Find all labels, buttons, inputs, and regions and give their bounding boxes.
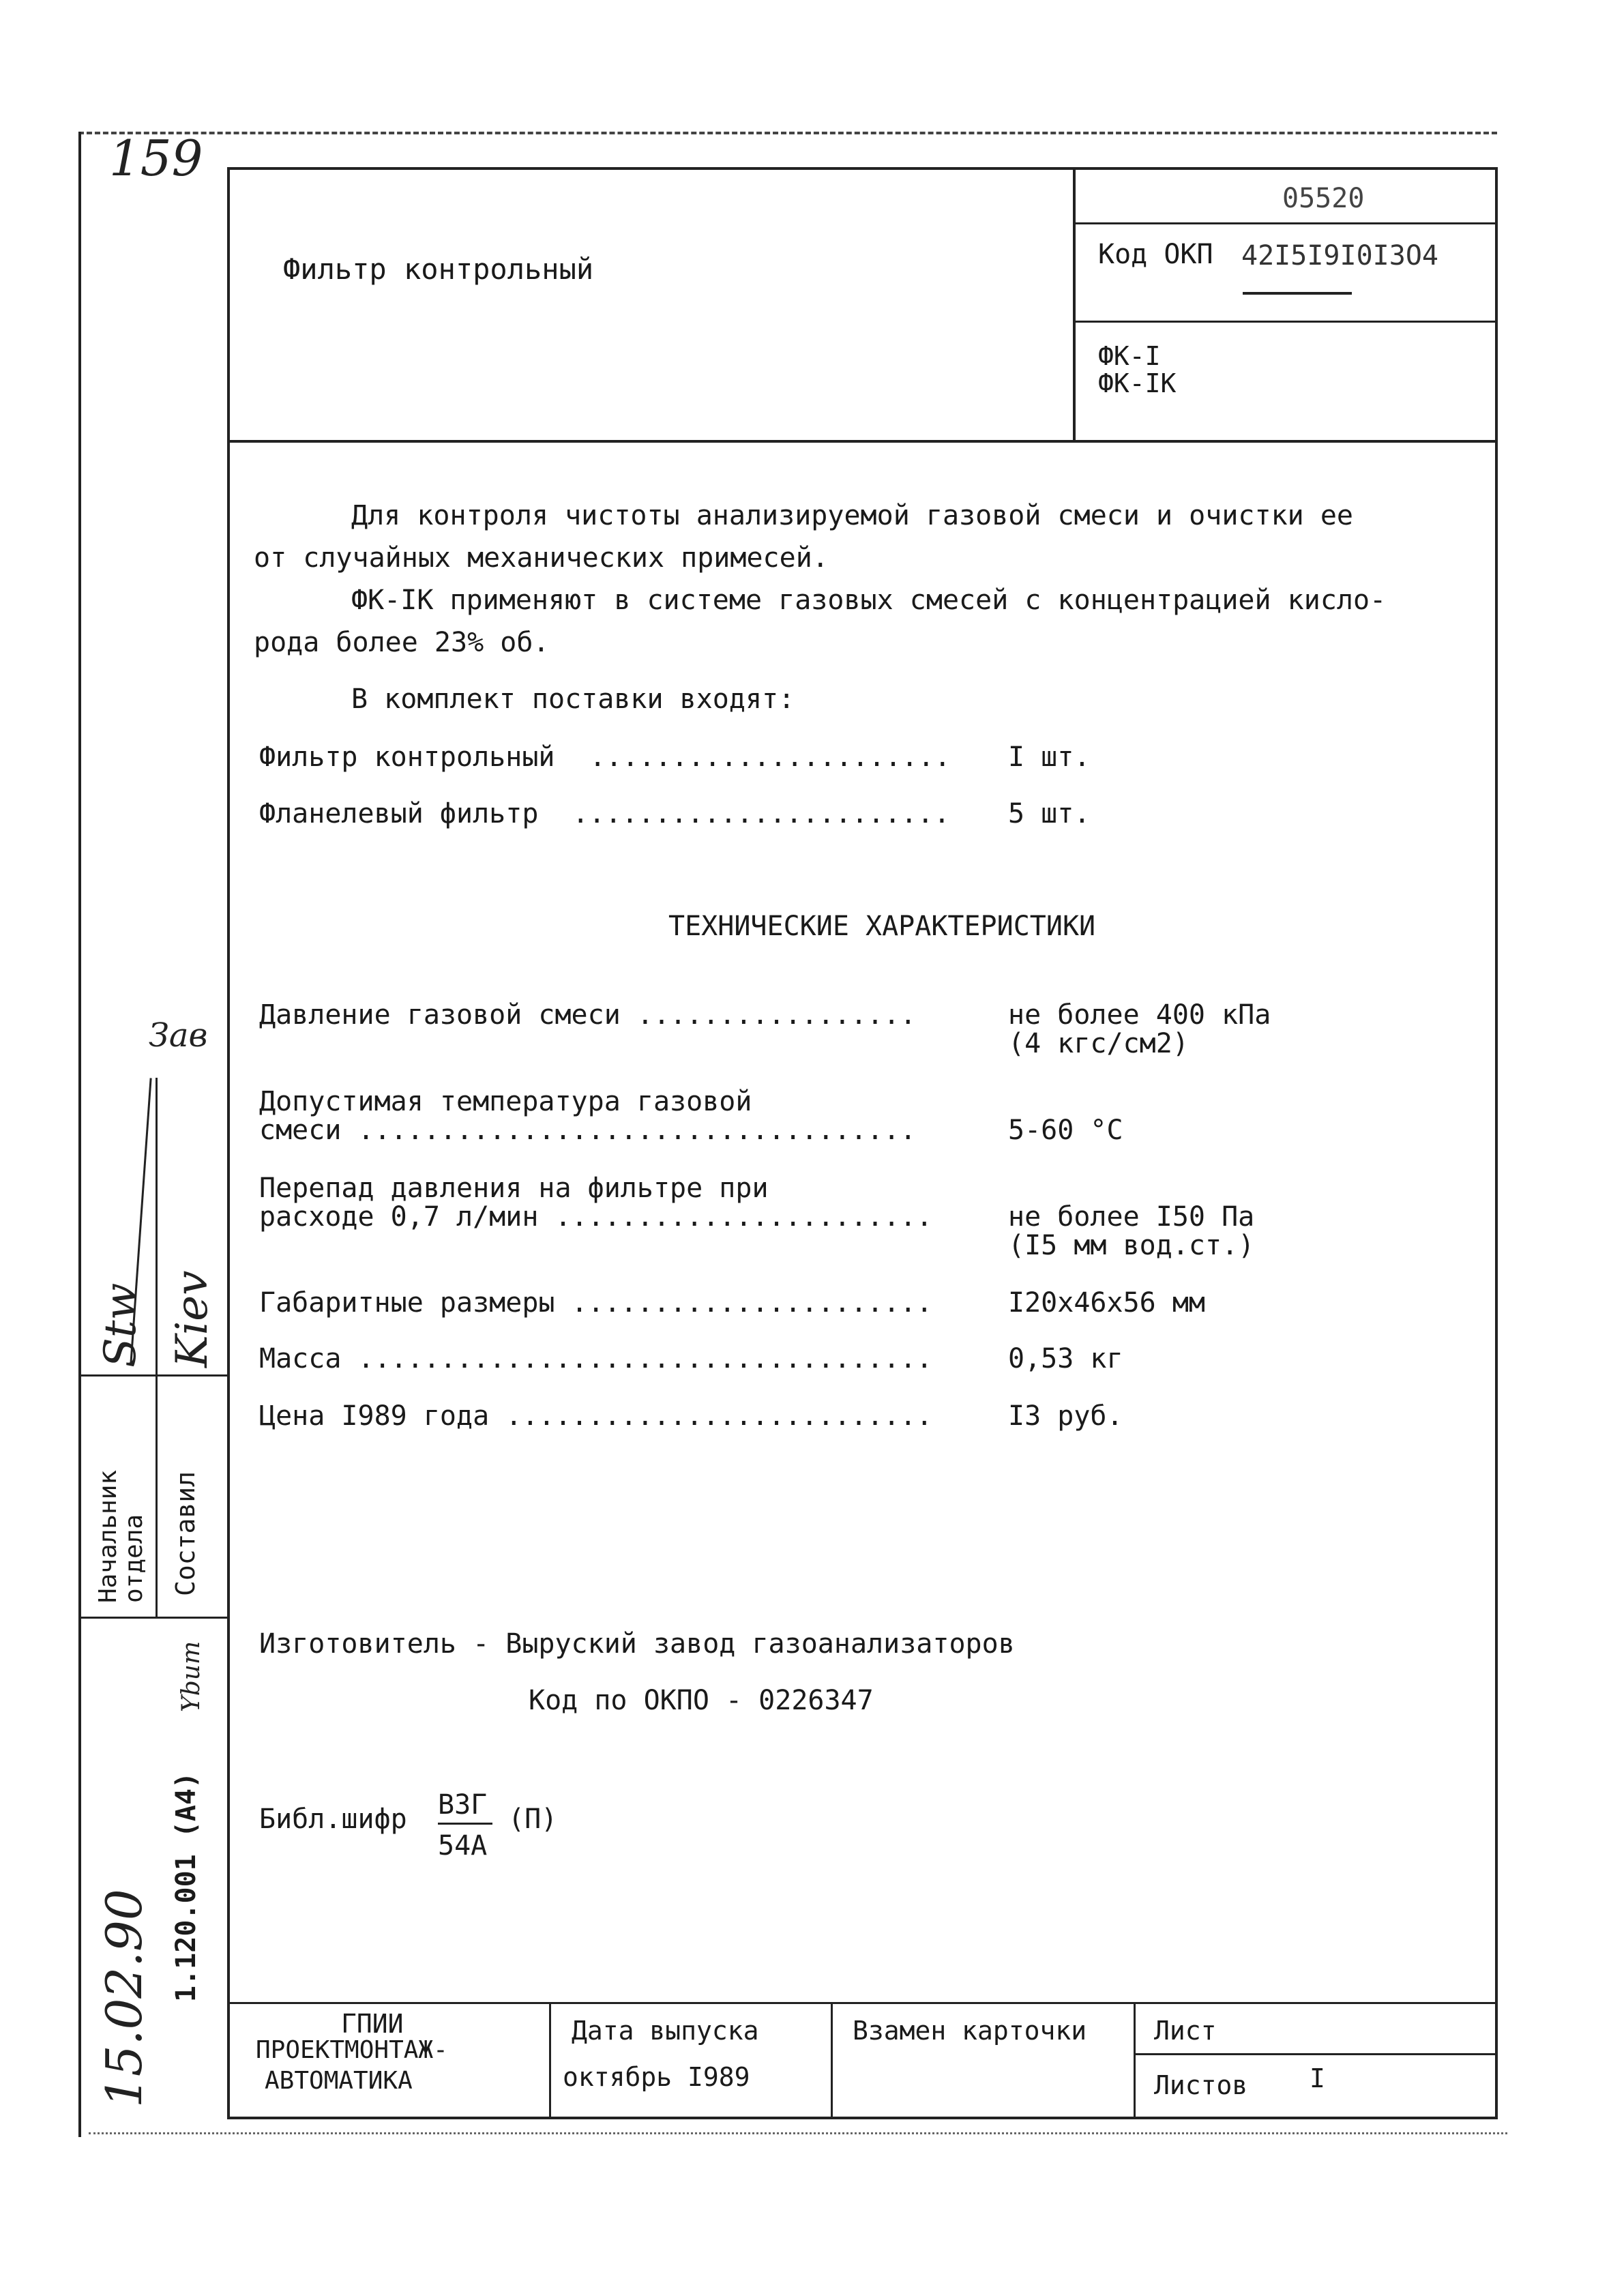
model-2: ФК-IК — [1098, 368, 1177, 398]
intro-para1-line1: Для контроля чистоты анализируемой газовой смеси и очистки ее — [351, 500, 1354, 531]
handwritten-page-number: 159 — [109, 130, 203, 187]
top-dashed-border — [78, 132, 1497, 134]
spec-price-label: Цена I989 года .......................... — [259, 1400, 933, 1432]
stamp-handwritten-signature-1: Stw — [95, 1282, 146, 1368]
stamp-small-signature: Ybum — [177, 1640, 205, 1712]
spec-dimensions-value: I20x46x56 мм — [1008, 1287, 1205, 1319]
stamp-handwritten-note: Зав — [149, 1016, 208, 1055]
library-fraction-bar — [438, 1823, 492, 1825]
kit-item-1-name: Фильтр контрольный — [259, 741, 555, 773]
spec-temp-label2: смеси .................................. — [259, 1115, 917, 1146]
doc-number: 05520 — [1282, 183, 1365, 214]
spec-mass-value: 0,53 кг — [1008, 1343, 1123, 1374]
library-denominator: 54А — [438, 1830, 488, 1861]
kit-item-2-name: Фланелевый фильтр — [259, 798, 539, 829]
footer-col3 — [1134, 2002, 1136, 2118]
spec-temp-label1: Допустимая температура газовой — [259, 1086, 752, 1117]
org-line3: АВТОМАТИКА — [265, 2067, 413, 2095]
frame-left — [227, 167, 230, 2119]
stamp-dept-head: Начальник отдела — [94, 1469, 148, 1603]
spec-mass-label: Масса ................................... — [259, 1343, 933, 1374]
kit-item-1-dots: ...................... — [573, 741, 951, 773]
sheet-label: Лист — [1154, 2016, 1217, 2046]
header-row1-line — [1073, 222, 1498, 224]
spec-pressure-value2: (4 кгс/см2) — [1008, 1028, 1189, 1059]
replace-label: Взамен карточки — [853, 2016, 1087, 2046]
stamp-row-line-1 — [81, 1374, 227, 1377]
frame-right — [1495, 167, 1498, 2119]
kit-item-2-dots: ....................... — [556, 798, 950, 829]
model-1: ФК-I — [1098, 341, 1161, 371]
kit-heading: В комплект поставки входят: — [351, 683, 795, 715]
manufacturer-line: Изготовитель - Выруский завод газоанализаторов — [259, 1628, 1015, 1660]
product-title: Фильтр контрольный — [283, 252, 594, 286]
stamp-col-divider — [156, 1078, 158, 1617]
stamp-row-line-2 — [81, 1617, 227, 1619]
footer-top — [227, 2002, 1498, 2004]
header-bottom — [227, 440, 1498, 443]
spec-pressure-label: Давление газовой смеси ................. — [259, 999, 917, 1031]
footer-sheet-divider — [1134, 2053, 1498, 2055]
stamp-form-code: 1.120.001 (А4) — [171, 1771, 202, 2002]
org-line2: ПРОЕКТМОНТАЖ- — [256, 2036, 448, 2064]
spec-pressure-drop-value1: не более I50 Па — [1008, 1201, 1255, 1233]
specs-heading: ТЕХНИЧЕСКИЕ ХАРАКТЕРИСТИКИ — [668, 911, 1096, 942]
intro-para1-line2: от случайных механических примесей. — [254, 542, 829, 574]
stamp-handwritten-date: 15.02.90 — [95, 1889, 153, 2108]
okp-label: Код ОКП — [1098, 239, 1213, 270]
left-outer-border — [78, 132, 81, 2137]
stamp-compiled: Составил — [171, 1471, 201, 1596]
library-label: Библ.шифр — [259, 1804, 407, 1835]
intro-para2-line1: ФК-IК применяют в системе газовых смесей с концентрацией кисло- — [351, 585, 1387, 616]
spec-pressure-drop-value2: (I5 мм вод.ст.) — [1008, 1230, 1255, 1261]
header-divider — [1073, 167, 1076, 440]
spec-dimensions-label: Габаритные размеры ...................... — [259, 1287, 933, 1319]
library-suffix: (П) — [508, 1804, 558, 1835]
date-label: Дата выпуска — [572, 2016, 759, 2046]
stamp-handwritten-signature-2: Kiev — [167, 1270, 218, 1368]
org-line1: ГПИИ — [341, 2009, 404, 2039]
spec-pressure-drop-label2: расходе 0,7 л/мин ....................... — [259, 1201, 933, 1233]
sheets-label: Листов — [1154, 2070, 1248, 2100]
date-value: октябрь I989 — [563, 2062, 750, 2092]
library-numerator: ВЗГ — [438, 1789, 488, 1821]
okp-code: 42I5I9I0I3O4 — [1241, 240, 1438, 271]
bottom-dotted-border — [89, 2132, 1507, 2134]
footer-col2 — [831, 2002, 833, 2118]
intro-para2-line2: рода более 23% об. — [254, 627, 550, 658]
okp-underline — [1243, 292, 1352, 295]
okpo-code-line: Код по ОКПО - 0226347 — [529, 1685, 874, 1716]
spec-temp-value: 5-60 °С — [1008, 1115, 1123, 1146]
kit-item-2-qty: 5 шт. — [1008, 798, 1091, 829]
footer-bottom — [227, 2117, 1498, 2119]
footer-col1 — [549, 2002, 551, 2118]
header-row2-line — [1073, 321, 1498, 323]
spec-price-value: I3 руб. — [1008, 1400, 1123, 1432]
spec-pressure-value1: не более 400 кПа — [1008, 999, 1271, 1031]
kit-item-1-qty: I шт. — [1008, 741, 1091, 773]
frame-top — [227, 167, 1498, 170]
sheets-value: I — [1310, 2063, 1325, 2093]
spec-pressure-drop-label1: Перепад давления на фильтре при — [259, 1173, 769, 1204]
